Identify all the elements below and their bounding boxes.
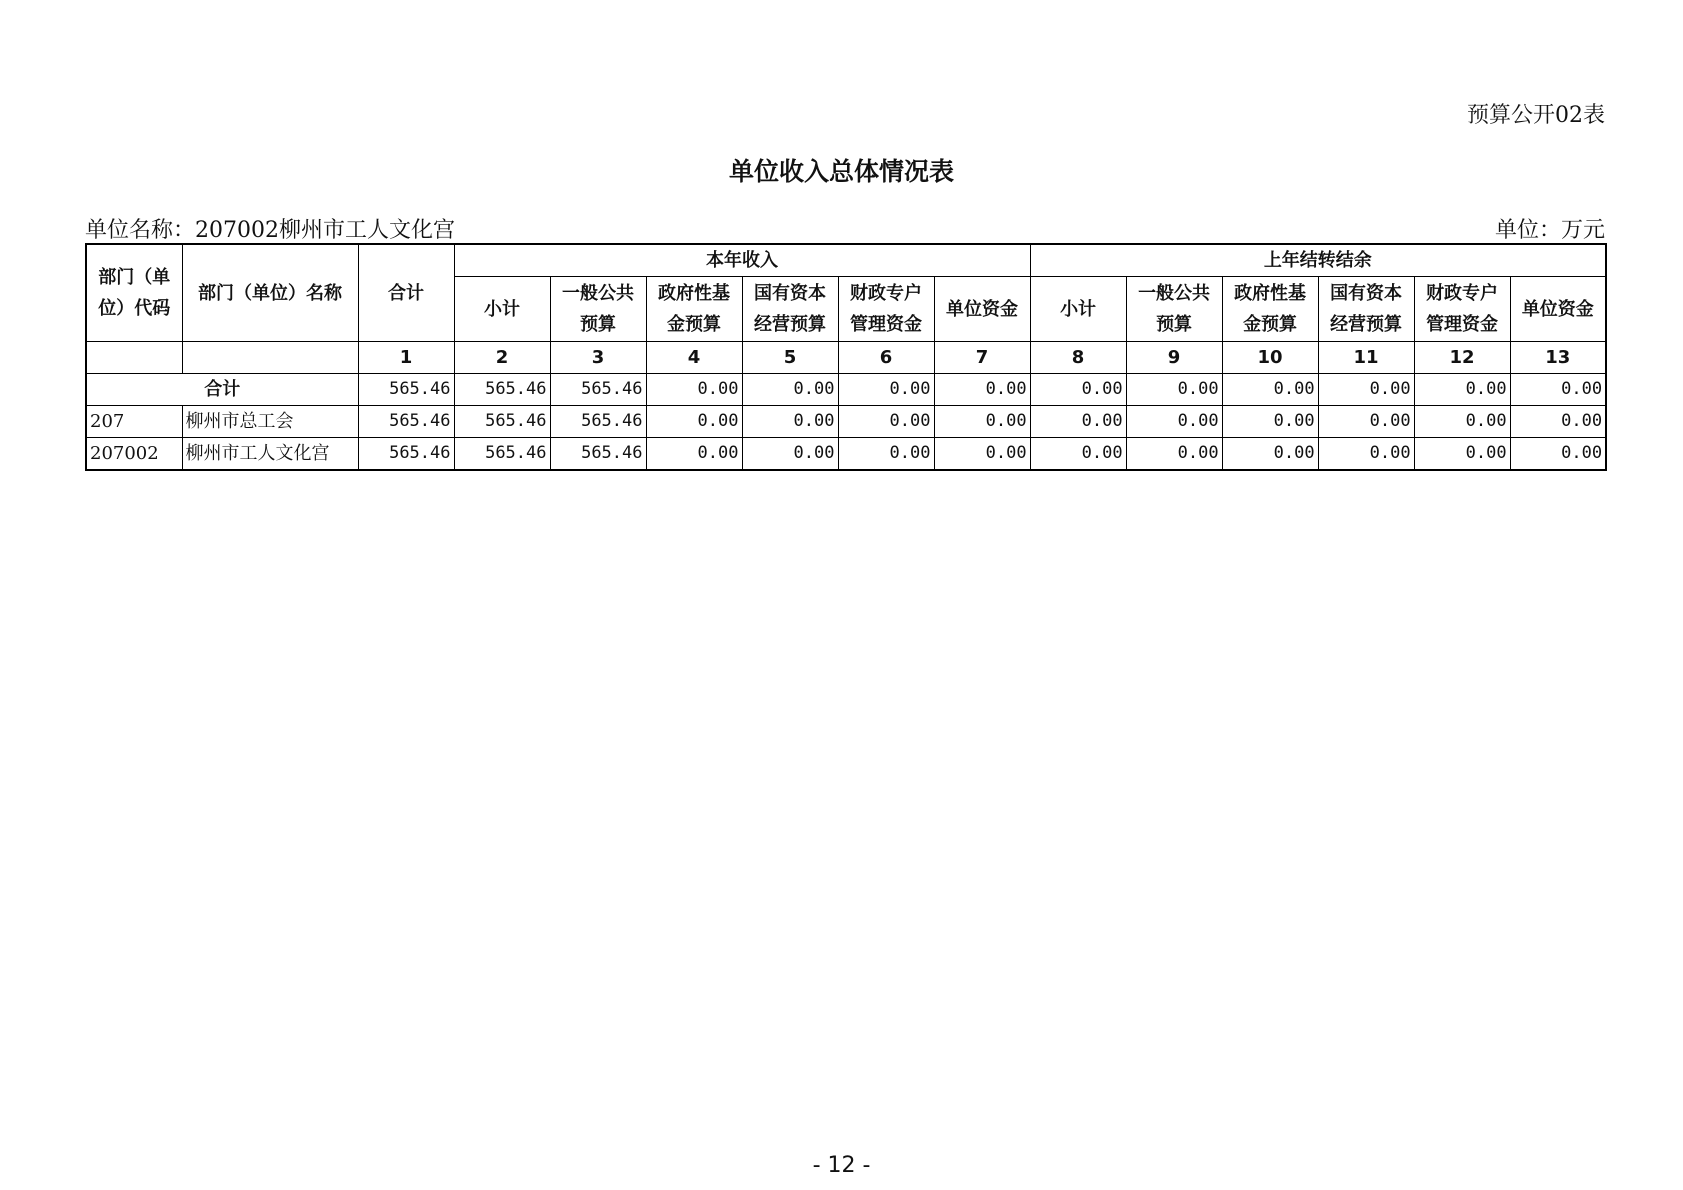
cell-value: 0.00 (838, 406, 934, 438)
col-number: 6 (838, 342, 934, 374)
col-number: 13 (1510, 342, 1606, 374)
header-carry-col: 国有资本经营预算 (1318, 277, 1414, 342)
col-number: 10 (1222, 342, 1318, 374)
header-empty-cell (86, 342, 182, 374)
cell-value: 0.00 (1510, 374, 1606, 406)
col-number: 2 (454, 342, 550, 374)
col-number: 8 (1030, 342, 1126, 374)
cell-value: 0.00 (742, 374, 838, 406)
cell-value: 0.00 (934, 374, 1030, 406)
cell-value: 0.00 (1414, 374, 1510, 406)
page-title: 单位收入总体情况表 (728, 157, 954, 186)
cell-value: 0.00 (1414, 406, 1510, 438)
header-current-year: 本年收入 (454, 244, 1030, 277)
cell-value: 0.00 (646, 406, 742, 438)
cell-value: 565.46 (454, 406, 550, 438)
header-current-col: 财政专户管理资金 (838, 277, 934, 342)
cell-value: 0.00 (934, 438, 1030, 471)
table-row (86, 406, 1606, 438)
header-carry-col: 财政专户管理资金 (1414, 277, 1510, 342)
cell-value: 0.00 (1318, 374, 1414, 406)
col-number: 11 (1318, 342, 1414, 374)
cell-value: 565.46 (454, 374, 550, 406)
cell-value: 0.00 (1510, 406, 1606, 438)
cell-code: 207 (86, 406, 182, 438)
cell-value: 0.00 (742, 406, 838, 438)
cell-value: 0.00 (1510, 438, 1606, 471)
income-table (85, 243, 1607, 471)
cell-value: 0.00 (1030, 374, 1126, 406)
cell-name: 柳州市总工会 (182, 406, 358, 438)
header-carry-col: 小计 (1030, 277, 1126, 342)
page-number: - 12 - (812, 1153, 871, 1178)
header-current-col: 一般公共预算 (550, 277, 646, 342)
header-carry-col: 单位资金 (1510, 277, 1606, 342)
cell-value: 0.00 (1126, 374, 1222, 406)
currency-unit-label: 单位：万元 (1494, 218, 1605, 243)
col-number: 7 (934, 342, 1030, 374)
cell-value: 565.46 (358, 406, 454, 438)
cell-value: 565.46 (358, 374, 454, 406)
header-total: 合计 (358, 244, 454, 342)
cell-value: 0.00 (1030, 438, 1126, 471)
col-number: 9 (1126, 342, 1222, 374)
cell-value: 0.00 (1126, 406, 1222, 438)
table-meta (85, 213, 1605, 244)
table-row-total (86, 374, 1606, 406)
header-code: 部门（单位）代码 (86, 244, 182, 342)
cell-value: 0.00 (1222, 374, 1318, 406)
cell-value: 0.00 (1318, 406, 1414, 438)
header-current-col: 小计 (454, 277, 550, 342)
cell-value: 0.00 (1318, 438, 1414, 471)
cell-value: 0.00 (838, 438, 934, 471)
cell-value: 565.46 (550, 406, 646, 438)
table-row (86, 438, 1606, 471)
col-number: 1 (358, 342, 454, 374)
col-number: 3 (550, 342, 646, 374)
col-number: 12 (1414, 342, 1510, 374)
form-number: 预算公开02表 (1467, 103, 1605, 128)
cell-value: 0.00 (1030, 406, 1126, 438)
cell-value: 0.00 (646, 438, 742, 471)
cell-value: 0.00 (1222, 406, 1318, 438)
header-current-col: 国有资本经营预算 (742, 277, 838, 342)
cell-code: 207002 (86, 438, 182, 471)
cell-name: 柳州市工人文化宫 (182, 438, 358, 471)
cell-value: 565.46 (550, 374, 646, 406)
header-carry-col: 一般公共预算 (1126, 277, 1222, 342)
cell-value: 0.00 (1414, 438, 1510, 471)
cell-value: 0.00 (646, 374, 742, 406)
header-carryover: 上年结转结余 (1030, 244, 1606, 277)
cell-value: 565.46 (454, 438, 550, 471)
cell-value: 0.00 (934, 406, 1030, 438)
cell-value: 565.46 (358, 438, 454, 471)
col-number: 5 (742, 342, 838, 374)
header-carry-col: 政府性基金预算 (1222, 277, 1318, 342)
cell-value: 0.00 (742, 438, 838, 471)
header-empty-cell (182, 342, 358, 374)
header-current-col: 政府性基金预算 (646, 277, 742, 342)
total-label: 合计 (86, 374, 358, 406)
unit-name-label: 单位名称：207002柳州市工人文化宫 (85, 218, 455, 243)
cell-value: 0.00 (838, 374, 934, 406)
col-number: 4 (646, 342, 742, 374)
header-name: 部门（单位）名称 (182, 244, 358, 342)
cell-value: 565.46 (550, 438, 646, 471)
header-current-col: 单位资金 (934, 277, 1030, 342)
cell-value: 0.00 (1126, 438, 1222, 471)
cell-value: 0.00 (1222, 438, 1318, 471)
